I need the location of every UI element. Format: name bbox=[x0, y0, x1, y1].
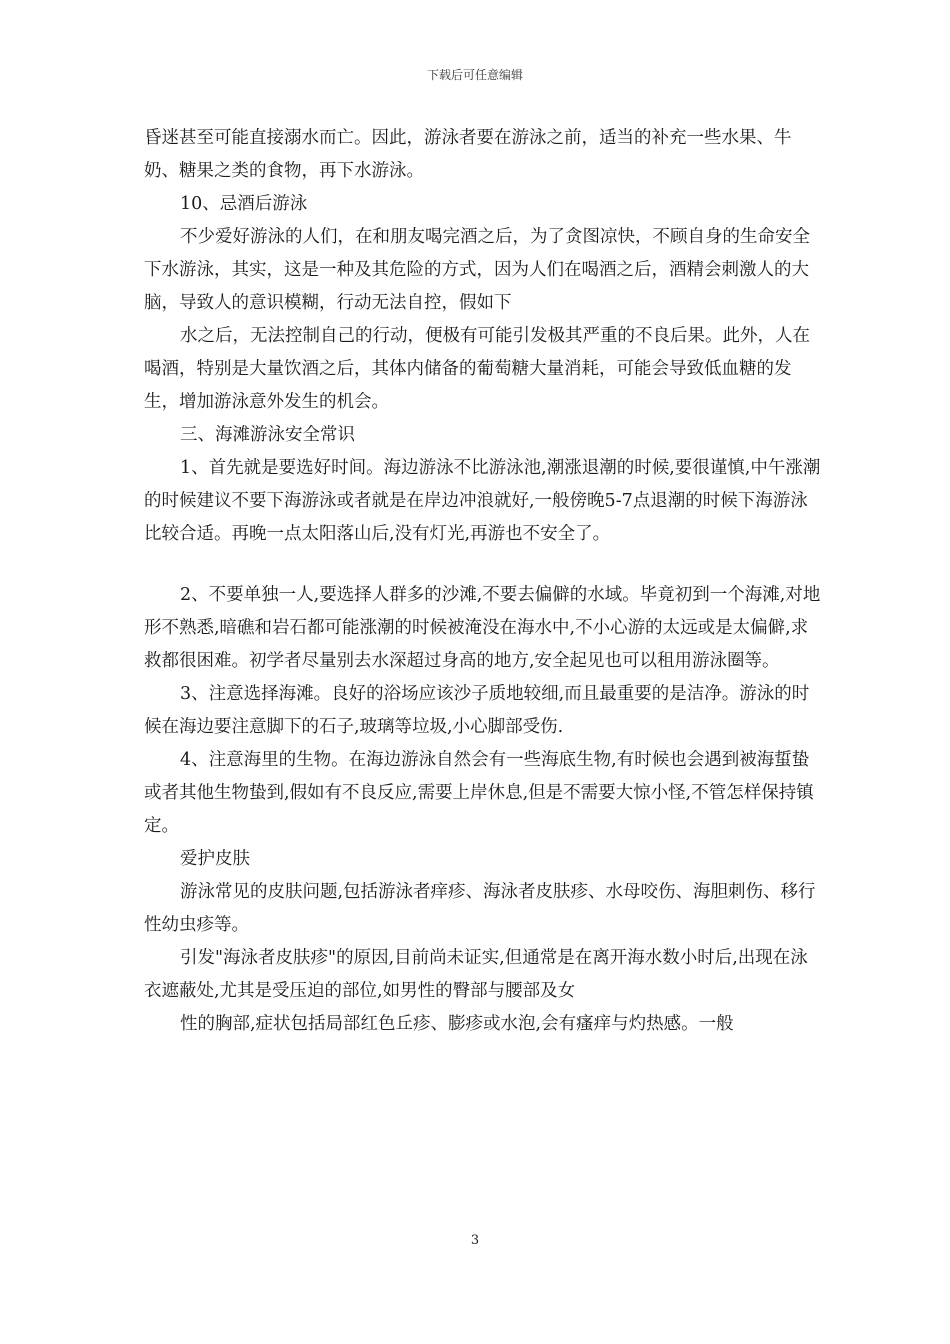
section-heading: 10、忌酒后游泳 bbox=[180, 194, 308, 214]
paragraph: 不少爱好游泳的人们，在和朋友喝完酒之后，为了贪图凉快，不顾自身的生命安全下水游泳，其实，这是一种及其危险的方式，因为人们在喝酒之后，酒精会刺激人的大脑，导致人的意识模糊，行动无法自控，假如下 bbox=[144, 227, 810, 313]
paragraph: 性的胸部,症状包括局部红色丘疹、膨疹或水泡,会有瘙痒与灼热感。一般 bbox=[180, 1014, 734, 1034]
paragraph: 2、不要单独一人,要选择人群多的沙滩,不要去偏僻的水域。毕竟初到一个海滩,对地形不熟悉,暗礁和岩石都可能涨潮的时候被淹没在海水中,不小心游的太远或是太偏僻,求救都很困难。初学者尽量别去水深超过身高的地方,安全起见也可以租用游泳圈等。 bbox=[144, 585, 821, 671]
page-number: 3 bbox=[470, 1233, 480, 1248]
paragraph: 水之后，无法控制自己的行动，便极有可能引发极其严重的不良后果。此外，人在喝酒，特别是大量饮酒之后，其体内储备的葡萄糖大量消耗，可能会导致低血糖的发生，增加游泳意外发生的机会。 bbox=[144, 326, 810, 412]
paragraph: 4、注意海里的生物。在海边游泳自然会有一些海底生物,有时候也会遇到被海蜇蛰或者其他生物蛰到,假如有不良反应,需要上岸休息,但是不需要大惊小怪,不管怎样保持镇定。 bbox=[144, 750, 814, 836]
page-header: 下载后可任意编辑 bbox=[426, 68, 523, 82]
document-body bbox=[144, 122, 824, 1041]
section-heading: 爱护皮肤 bbox=[180, 849, 250, 869]
paragraph-spacer bbox=[144, 551, 824, 579]
paragraph: 1、首先就是要选好时间。海边游泳不比游泳池,潮涨退潮的时候,要很谨慎,中午涨潮的时候建议不要下海游泳或者就是在岸边冲浪就好,一般傍晚5-7点退潮的时候下海游泳比较合适。再晚一点太阳落山后,没有灯光,再游也不安全了。 bbox=[144, 458, 821, 544]
paragraph: 游泳常见的皮肤问题,包括游泳者痒疹、海泳者皮肤疹、水母咬伤、海胆刺伤、移行性幼虫疹等。 bbox=[144, 882, 816, 935]
paragraph: 昏迷甚至可能直接溺水而亡。因此，游泳者要在游泳之前，适当的补充一些水果、牛奶、糖果之类的食物，再下水游泳。 bbox=[144, 128, 792, 181]
paragraph: 3、注意选择海滩。良好的浴场应该沙子质地较细,而且最重要的是洁净。游泳的时候在海边要注意脚下的石子,玻璃等垃圾,小心脚部受伤. bbox=[144, 684, 810, 737]
paragraph: 引发"海泳者皮肤疹"的原因,目前尚未证实,但通常是在离开海水数小时后,出现在泳衣遮蔽处,尤其是受压迫的部位,如男性的臀部与腰部及女 bbox=[144, 948, 808, 1001]
section-heading: 三、海滩游泳安全常识 bbox=[180, 425, 355, 445]
